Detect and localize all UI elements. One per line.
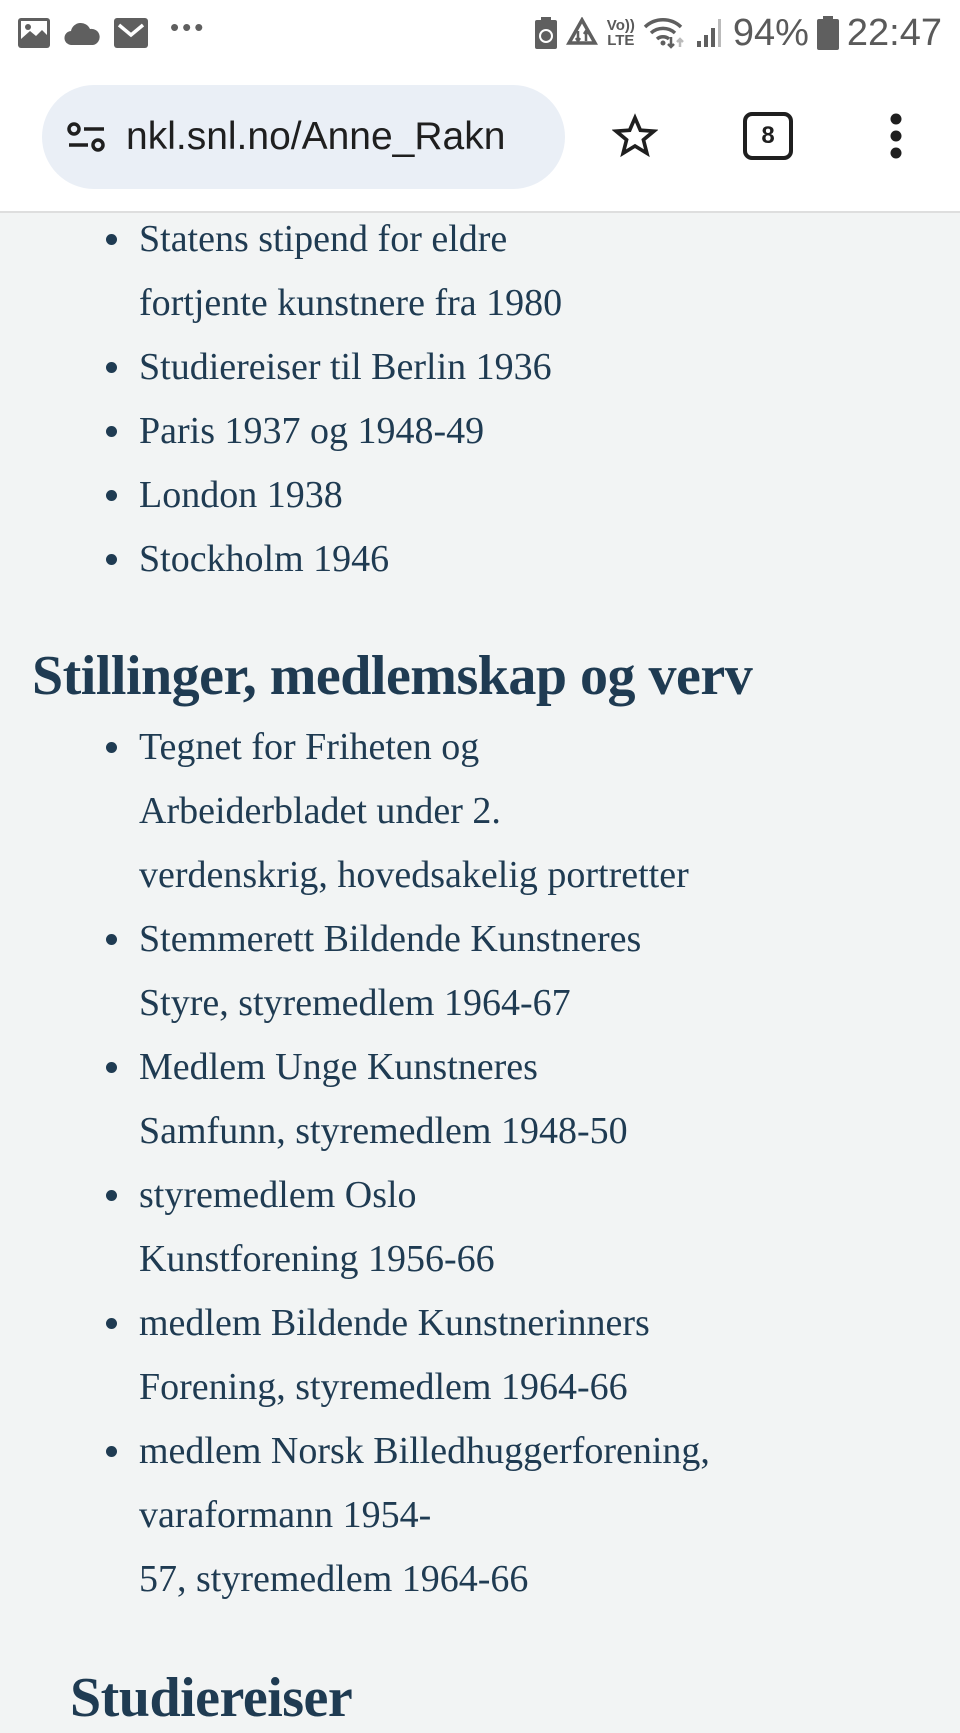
list-item: Studiereiser til Berlin 1936 — [0, 335, 960, 399]
list-item: medlem Bildende Kunstnerinners Forening, styremedlem 1964-66 — [0, 1291, 960, 1419]
browser-toolbar — [0, 66, 960, 213]
list-item: medlem Norsk Billedhuggerforening, varaformann 1954- 57, styremedlem 1964-66 — [0, 1419, 960, 1611]
list-item: Paris 1937 og 1948-49 — [0, 399, 960, 463]
site-settings-icon[interactable] — [66, 121, 108, 153]
clock: 22:47 — [846, 11, 942, 54]
status-bar-notifications — [18, 12, 220, 48]
battery-percent: 94% — [732, 11, 809, 54]
list-item: London 1938 — [0, 463, 960, 527]
positions-list — [0, 715, 960, 1611]
volte-icon: Vo)) LTE — [606, 17, 635, 49]
list-item: styremedlem Oslo Kunstforening 1956-66 — [0, 1163, 960, 1291]
menu-button[interactable] — [864, 104, 928, 168]
article-content — [0, 213, 960, 1733]
address-bar[interactable] — [42, 85, 565, 189]
tab-switcher-button[interactable] — [736, 104, 800, 168]
studies-list — [0, 207, 960, 591]
star-icon — [612, 113, 658, 159]
more-vert-icon — [888, 113, 904, 159]
list-item: Stemmerett Bildende Kunstneres Styre, styremedlem 1964-67 — [0, 907, 960, 1035]
bookmark-button[interactable] — [603, 104, 667, 168]
tab-switcher-icon: 8 — [743, 112, 793, 160]
next-section-heading: Studiereiser — [70, 1667, 353, 1729]
wifi-icon — [643, 17, 687, 49]
list-item: Medlem Unge Kunstneres Samfunn, styremedlem 1948-50 — [0, 1035, 960, 1163]
gallery-icon — [18, 18, 50, 48]
battery-icon — [817, 16, 839, 50]
list-item: Statens stipend for eldre fortjente kunstnere fra 1980 — [0, 207, 960, 335]
more-notifications-icon: ••• — [170, 12, 207, 42]
data-saver-icon — [565, 17, 599, 49]
status-bar — [0, 0, 960, 66]
url-text[interactable]: nkl.snl.no/Anne_Rakn — [126, 115, 506, 158]
battery-saver-icon — [535, 17, 557, 49]
signal-icon — [695, 17, 725, 49]
status-bar-system — [527, 12, 942, 55]
list-item: Tegnet for Friheten og Arbeiderbladet under 2. verdenskrig, hovedsakelig portretter — [0, 715, 960, 907]
section-heading: Stillinger, medlemskap og verv — [32, 645, 753, 707]
list-item: Stockholm 1946 — [0, 527, 960, 591]
mail-icon — [114, 18, 148, 48]
cloud-icon — [64, 21, 100, 45]
